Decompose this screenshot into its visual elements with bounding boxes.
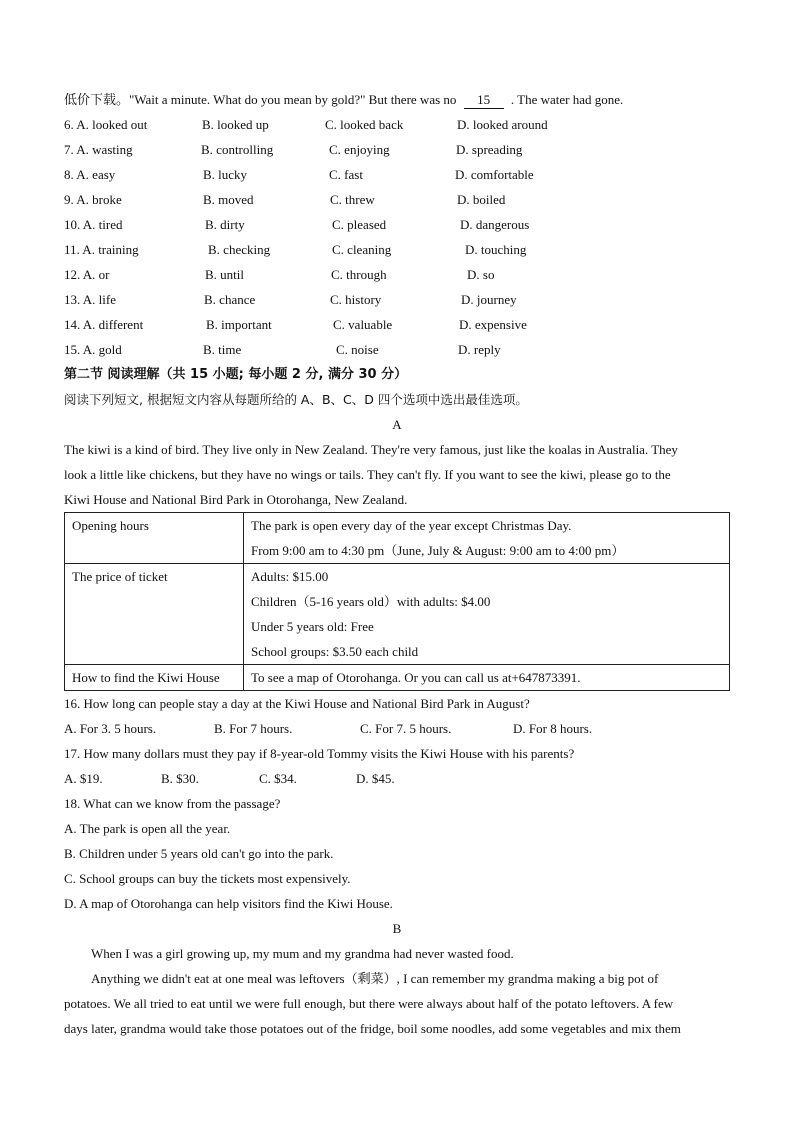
option-row-14 [64,312,730,337]
option-row-9 [64,187,730,212]
find-kiwi-cell: To see a map of Otorohanga. Or you can call us at+647873391. [244,665,730,691]
cloze-tail-line [64,87,730,112]
price-line: School groups: $3.50 each child [251,644,419,659]
option-c: C. threw [330,192,375,207]
option-d: D. spreading [456,142,523,157]
opening-hours-cell [244,513,730,564]
option-d: D. dangerous [460,217,530,232]
option-row-6 [64,112,730,137]
option-row-15 [64,337,730,362]
table-row-opening [65,513,730,564]
option-b: B. For 7 hours. [214,721,293,736]
question-17: 17. How many dollars must they pay if 8-year-old Tommy visits the Kiwi House with his parents? [64,746,575,761]
option-a: 6. A. looked out [64,117,148,132]
option-d: D. touching [465,242,527,257]
option-d: D. $45. [356,771,395,786]
option-d: D. boiled [457,192,506,207]
option-b: B. time [203,342,242,357]
option-a: A. The park is open all the year. [64,821,231,836]
option-row-10 [64,212,730,237]
option-b: B. dirty [205,217,245,232]
option-b: B. important [206,317,272,332]
cloze-options [64,112,730,362]
opening-line: From 9:00 am to 4:30 pm（June, July & August: 9:00 am to 4:00 pm） [251,543,625,558]
ticket-price-label: The price of ticket [65,564,244,665]
option-d: D. comfortable [455,167,534,182]
option-a: 7. A. wasting [64,142,133,157]
option-c: C. For 7. 5 hours. [360,721,452,736]
question-17-options [64,766,730,791]
passage-b-paragraph: When I was a girl growing up, my mum and my grandma had never wasted food. [91,946,514,961]
section-instruction: 阅读下列短文, 根据短文内容从每题所给的 A、B、C、D 四个选项中选出最佳选项。 [64,392,528,407]
option-a: 8. A. easy [64,167,116,182]
option-a: A. $19. [64,771,103,786]
opening-line: The park is open every day of the year except Christmas Day. [251,518,572,533]
question-18: 18. What can we know from the passage? [64,796,281,811]
passage-b-line: days later, grandma would take those potatoes out of the fridge, boil some noodles, add some vegetables and mix them [64,1021,681,1036]
option-b: B. controlling [201,142,274,157]
option-a: 14. A. different [64,317,144,332]
option-a: 11. A. training [64,242,139,257]
option-row-11 [64,237,730,262]
option-c: C. cleaning [332,242,392,257]
find-kiwi-label: How to find the Kiwi House [65,665,244,691]
option-c: C. pleased [332,217,387,232]
option-d: D. journey [461,292,517,307]
option-c: C. valuable [333,317,393,332]
option-b: B. moved [203,192,254,207]
table-row-price [65,564,730,665]
option-b: B. Children under 5 years old can't go into the park. [64,846,334,861]
option-c: C. looked back [325,117,404,132]
option-b: B. $30. [161,771,199,786]
option-c: C. School groups can buy the tickets most expensively. [64,871,351,886]
option-d: D. reply [458,342,501,357]
option-b: B. looked up [202,117,269,132]
option-b: B. until [205,267,245,282]
option-d: D. A map of Otorohanga can help visitors find the Kiwi House. [64,896,393,911]
option-d: D. expensive [459,317,527,332]
passage-a-label: A [392,417,402,432]
blank-15: 15 [464,92,504,109]
option-row-7 [64,137,730,162]
option-d: D. so [467,267,495,282]
passage-b-line: potatoes. We all tried to eat until we were full enough, but there were always about half of the potato leftovers. A few [64,996,674,1011]
option-c: C. noise [336,342,379,357]
price-line: Children（5-16 years old）with adults: $4.00 [251,594,491,609]
option-c: C. $34. [259,771,297,786]
passage-b-label: B [392,921,402,936]
opening-hours-label: Opening hours [65,513,244,564]
option-a: A. For 3. 5 hours. [64,721,157,736]
passage-a-line: look a little like chickens, but they have no wings or tails. They can't fly. If you want to see the kiwi, please go to the [64,467,671,482]
question-16: 16. How long can people stay a day at the Kiwi House and National Bird Park in August? [64,696,530,711]
option-row-8 [64,162,730,187]
option-a: 13. A. life [64,292,116,307]
option-c: C. enjoying [329,142,390,157]
option-b: B. checking [208,242,271,257]
cloze-tail-prefix: 低价下载。"Wait a minute. What do you mean by gold?" But there was no [64,92,457,107]
option-a: 12. A. or [64,267,110,282]
option-row-12 [64,262,730,287]
question-16-options [64,716,730,741]
passage-a-line: Kiwi House and National Bird Park in Otorohanga, New Zealand. [64,492,408,507]
passage-b-paragraph: Anything we didn't eat at one meal was leftovers（剩菜）, I can remember my grandma making a big pot of [91,971,659,986]
option-a: 9. A. broke [64,192,122,207]
option-d: D. looked around [457,117,548,132]
ticket-price-cell [244,564,730,665]
option-row-13 [64,287,730,312]
option-a: 15. A. gold [64,342,122,357]
option-c: C. through [331,267,387,282]
price-line: Adults: $15.00 [251,569,329,584]
price-line: Under 5 years old: Free [251,619,374,634]
passage-a-line: The kiwi is a kind of bird. They live only in New Zealand. They're very famous, just like the koalas in Australia. They [64,442,678,457]
option-c: C. history [330,292,382,307]
kiwi-info-table [64,512,730,691]
exam-page [64,87,730,1041]
option-d: D. For 8 hours. [513,721,593,736]
option-b: B. chance [204,292,256,307]
table-row-find [65,665,730,691]
section-title: 第二节 阅读理解（共 15 小题; 每小题 2 分, 满分 30 分） [64,367,408,382]
option-a: 10. A. tired [64,217,123,232]
option-b: B. lucky [203,167,248,182]
option-c: C. fast [329,167,363,182]
cloze-tail-suffix: . The water had gone. [510,92,624,107]
